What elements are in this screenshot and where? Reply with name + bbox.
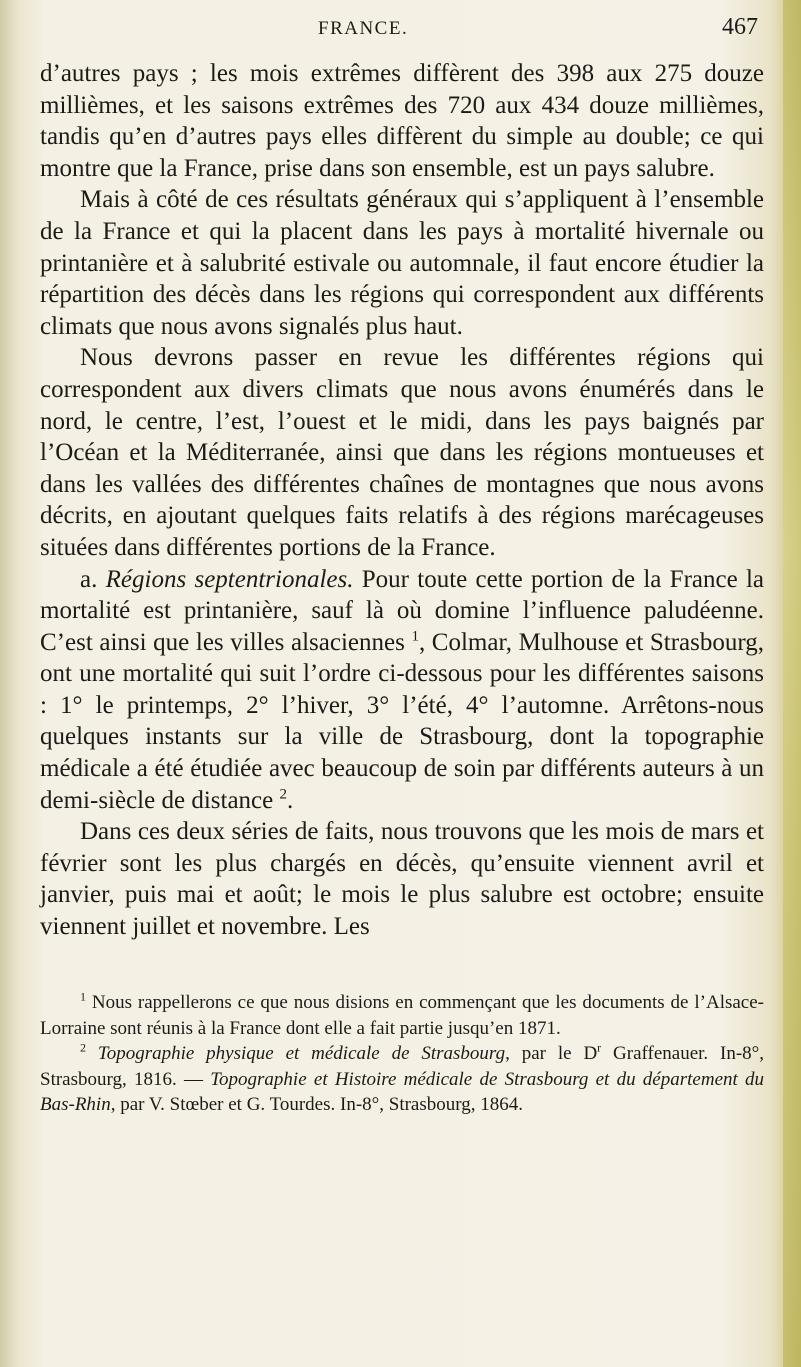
footnote-ref-1: 1 — [411, 628, 419, 645]
paragraph-5: Dans ces deux séries de faits, nous trouvons que les mois de mars et février sont les plus chargés en décès, qu’ensuite viennent avril et janvier, puis mai et août; le mois le plus salubre est octobre; ensuite viennent juillet et novembre. Les — [40, 818, 764, 941]
footnote-ref-2: 2 — [279, 786, 287, 803]
footnote-2-title-1: Topographie physique et médicale de Strasbourg — [97, 1043, 506, 1064]
footnote-2-part-e: , par V. Stœber et G. Tourdes. In-8°, Strasbourg, 1864. — [110, 1094, 523, 1115]
body-text — [40, 58, 764, 943]
page-number: 467 — [722, 14, 758, 40]
paragraph-4-part-a: Pour toute cette portion de la France la mortalité est printanière, sauf là où domine l’influence paludéenne. C’est ainsi que les villes alsaciennes — [40, 565, 764, 656]
footnote-2-sup: r — [597, 1040, 602, 1055]
page-edge-shading — [783, 0, 801, 1367]
paragraph-2: Mais à côté de ces résultats généraux qui s’appliquent à l’ensemble de la France et qui la placent dans les pays à mortalité hivernale ou printanière et à salubrité estivale ou automnale, il faut encore étudier la répartition des décès dans les régions qui correspondent aux différents climats que nous avons signalés plus haut. — [40, 186, 764, 340]
paragraph-4 — [40, 564, 764, 817]
paragraph-4-part-b: , Colmar, Mulhouse et Strasbourg, ont une mortalité qui suit l’ordre ci-dessous pour les différentes saisons : 1° le printemps, 2° l’hiver, 3° l’été, 4° l’automne. Arrêtons-nous quelques instants sur la ville de Strasbourg, dont la topographie médicale a été étudiée avec beaucoup de soin par différents auteurs à un demi-siècle de distance — [40, 628, 764, 814]
section-label: a. — [80, 565, 98, 593]
page-header — [0, 8, 801, 48]
footnote-1-text: Nous rappellerons ce que nous disions en commençant que les documents de l’Alsace-Lorraine sont réunis à la France dont elle a fait partie jusqu’en 1871. — [40, 992, 764, 1039]
footnote-2-mark: 2 — [80, 1040, 86, 1055]
footnote-2-title-2: Topographie et Histoire médicale de Strasbourg et du département du Bas-Rhin — [40, 1068, 765, 1115]
paragraph-1: d’autres pays ; les mois extrêmes diffèrent des 398 aux 275 douze millièmes, et les saisons extrêmes des 720 aux 434 douze millièmes, tandis qu’en d’autres pays elles diffèrent du simple au double; ce qui montre que la France, prise dans son ensemble, est un pays salubre. — [40, 60, 764, 182]
paragraph-4-part-c: . — [286, 786, 294, 814]
footnote-2 — [40, 1041, 764, 1118]
paragraph-3: Nous devrons passer en revue les différentes régions qui correspondent aux divers climats que nous avons énumérés dans le nord, le centre, l’est, l’ouest et le midi, dans les pays baignés par l’Océan et la Méditerranée, ainsi que dans les régions montueuses et dans les vallées des différentes chaînes de montagnes que nous avons décrits, en ajoutant quelques faits relatifs à des régions marécageuses situées dans différentes portions de la France. — [40, 344, 764, 561]
footnote-1-mark: 1 — [80, 989, 86, 1004]
running-head: FRANCE. — [318, 18, 409, 39]
footnote-1 — [40, 990, 764, 1041]
footnote-2-part-b: , par le D — [505, 1043, 598, 1064]
section-heading: Régions septentrionales. — [105, 565, 354, 593]
footnote-2-part-c: Graffenauer. In-8°, Strasbourg, 1816. — — [40, 1043, 765, 1090]
footnotes — [40, 990, 764, 1118]
